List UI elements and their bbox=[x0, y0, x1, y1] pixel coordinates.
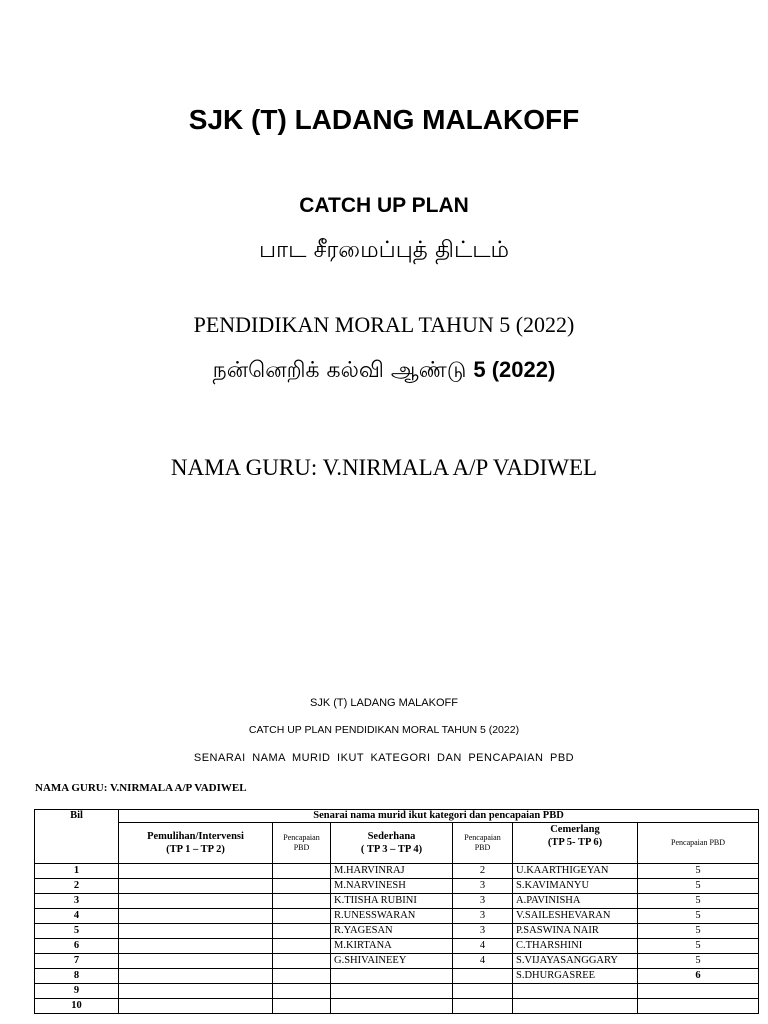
cell-sederhana-score bbox=[453, 984, 513, 999]
header-pemulihan bbox=[119, 823, 273, 864]
cell-bil: 4 bbox=[35, 909, 119, 924]
table-row bbox=[35, 969, 759, 984]
cell-bil: 6 bbox=[35, 939, 119, 954]
cell-sederhana-name: R.UNESSWARAN bbox=[331, 909, 453, 924]
cell-sederhana-score: 3 bbox=[453, 894, 513, 909]
header-pencapaian-2-line2: PBD bbox=[474, 843, 491, 852]
subject-tamil-text: நன்னெறிக் கல்வி ஆண்டு bbox=[212, 358, 467, 383]
header-pencapaian-1 bbox=[273, 823, 331, 864]
cell-sederhana-name: R.YAGESAN bbox=[331, 924, 453, 939]
cell-sederhana-score bbox=[453, 969, 513, 984]
cell-sederhana-name: M.NARVINESH bbox=[331, 879, 453, 894]
cell-sederhana-name bbox=[331, 999, 453, 1014]
cell-cemerlang-score: 5 bbox=[638, 924, 759, 939]
section-list-title: SENARAI NAMA MURID IKUT KATEGORI DAN PENCAPAIAN PBD bbox=[193, 752, 575, 764]
cell-sederhana-name bbox=[331, 984, 453, 999]
cell-pemulihan-name bbox=[119, 909, 273, 924]
cell-cemerlang-name: C.THARSHINI bbox=[513, 939, 638, 954]
table-row bbox=[35, 984, 759, 999]
cell-bil: 3 bbox=[35, 894, 119, 909]
cell-sederhana-name bbox=[331, 969, 453, 984]
cell-pemulihan-score bbox=[273, 879, 331, 894]
cell-sederhana-score: 3 bbox=[453, 879, 513, 894]
cell-sederhana-score: 2 bbox=[453, 864, 513, 879]
plan-title: CATCH UP PLAN bbox=[299, 194, 469, 217]
cell-cemerlang-score bbox=[638, 984, 759, 999]
cell-pemulihan-name bbox=[119, 954, 273, 969]
header-sederhana bbox=[331, 823, 453, 864]
cell-pemulihan-score bbox=[273, 969, 331, 984]
subject-title-tamil bbox=[0, 357, 768, 386]
cell-pemulihan-score bbox=[273, 954, 331, 969]
cell-sederhana-name: M.KIRTANA bbox=[331, 939, 453, 954]
cell-cemerlang-score: 5 bbox=[638, 864, 759, 879]
header-pencapaian-2 bbox=[453, 823, 513, 864]
subject-tamil-year: 5 (2022) bbox=[473, 357, 556, 382]
cell-cemerlang-name: S.VIJAYASANGGARY bbox=[513, 954, 638, 969]
cell-bil: 10 bbox=[35, 999, 119, 1014]
cell-cemerlang-name bbox=[513, 999, 638, 1014]
header-pencapaian-2-line1: Pencapaian bbox=[464, 833, 501, 842]
plan-title-tamil: பாட சீரமைப்புத் திட்டம் bbox=[258, 237, 510, 263]
cell-pemulihan-name bbox=[119, 894, 273, 909]
cell-pemulihan-name bbox=[119, 984, 273, 999]
cell-cemerlang-score: 5 bbox=[638, 909, 759, 924]
table-row bbox=[35, 909, 759, 924]
cell-sederhana-score: 4 bbox=[453, 954, 513, 969]
header-pemulihan-label: Pemulihan/Intervensi bbox=[147, 831, 244, 842]
table-row bbox=[35, 864, 759, 879]
cell-cemerlang-name: V.SAILESHEVARAN bbox=[513, 909, 638, 924]
cell-cemerlang-score: 5 bbox=[638, 894, 759, 909]
table-row bbox=[35, 924, 759, 939]
cell-pemulihan-score bbox=[273, 909, 331, 924]
header-sederhana-range: ( TP 3 – TP 4) bbox=[360, 844, 423, 855]
header-pencapaian-1-line1: Pencapaian bbox=[283, 833, 320, 842]
header-cemerlang-range: (TP 5- TP 6) bbox=[547, 837, 603, 848]
header-pencapaian-3: Pencapaian PBD bbox=[638, 823, 759, 864]
cell-pemulihan-name bbox=[119, 864, 273, 879]
cell-cemerlang-name: A.PAVINISHA bbox=[513, 894, 638, 909]
header-cemerlang-label: Cemerlang bbox=[550, 824, 600, 835]
cell-bil: 9 bbox=[35, 984, 119, 999]
header-bil: Bil bbox=[35, 810, 119, 864]
table-row bbox=[35, 894, 759, 909]
cell-cemerlang-score: 5 bbox=[638, 879, 759, 894]
cell-sederhana-name: M.HARVINRAJ bbox=[331, 864, 453, 879]
cell-sederhana-score bbox=[453, 999, 513, 1014]
header-sederhana-label: Sederhana bbox=[367, 831, 416, 842]
cell-sederhana-name: K.TIISHA RUBINI bbox=[331, 894, 453, 909]
section-teacher-name: NAMA GURU: V.NIRMALA A/P VADIWEL bbox=[35, 782, 247, 794]
cell-pemulihan-name bbox=[119, 924, 273, 939]
section-plan-title: CATCH UP PLAN PENDIDIKAN MORAL TAHUN 5 (2022) bbox=[248, 724, 520, 736]
cell-pemulihan-name bbox=[119, 939, 273, 954]
header-group: Senarai nama murid ikut kategori dan pencapaian PBD bbox=[119, 810, 759, 823]
cell-bil: 8 bbox=[35, 969, 119, 984]
cell-cemerlang-name: S.KAVIMANYU bbox=[513, 879, 638, 894]
cell-pemulihan-score bbox=[273, 939, 331, 954]
teacher-name: NAMA GURU: V.NIRMALA A/P VADIWEL bbox=[170, 455, 598, 480]
cell-cemerlang-score: 5 bbox=[638, 939, 759, 954]
cell-sederhana-name: G.SHIVAINEEY bbox=[331, 954, 453, 969]
cell-sederhana-score: 3 bbox=[453, 909, 513, 924]
cell-cemerlang-score: 6 bbox=[638, 969, 759, 984]
table-row bbox=[35, 999, 759, 1014]
subject-title: PENDIDIKAN MORAL TAHUN 5 (2022) bbox=[193, 312, 575, 337]
cell-bil: 7 bbox=[35, 954, 119, 969]
cell-bil: 1 bbox=[35, 864, 119, 879]
cell-cemerlang-score bbox=[638, 999, 759, 1014]
cell-pemulihan-score bbox=[273, 984, 331, 999]
pbd-student-table bbox=[34, 809, 759, 1014]
cell-cemerlang-name: P.SASWINA NAIR bbox=[513, 924, 638, 939]
cell-cemerlang-name: S.DHURGASREE bbox=[513, 969, 638, 984]
cell-sederhana-score: 3 bbox=[453, 924, 513, 939]
cell-bil: 5 bbox=[35, 924, 119, 939]
cell-pemulihan-name bbox=[119, 999, 273, 1014]
cell-pemulihan-score bbox=[273, 924, 331, 939]
cell-pemulihan-name bbox=[119, 879, 273, 894]
cell-pemulihan-name bbox=[119, 969, 273, 984]
cell-cemerlang-score: 5 bbox=[638, 954, 759, 969]
cell-sederhana-score: 4 bbox=[453, 939, 513, 954]
cell-pemulihan-score bbox=[273, 894, 331, 909]
cell-pemulihan-score bbox=[273, 999, 331, 1014]
cell-pemulihan-score bbox=[273, 864, 331, 879]
table-row bbox=[35, 939, 759, 954]
school-title: SJK (T) LADANG MALAKOFF bbox=[188, 104, 580, 135]
header-pencapaian-1-line2: PBD bbox=[293, 843, 310, 852]
header-cemerlang bbox=[513, 823, 638, 864]
cell-cemerlang-name: U.KAARTHIGEYAN bbox=[513, 864, 638, 879]
cell-cemerlang-name bbox=[513, 984, 638, 999]
table-row bbox=[35, 954, 759, 969]
header-pemulihan-range: (TP 1 – TP 2) bbox=[166, 844, 225, 855]
cell-bil: 2 bbox=[35, 879, 119, 894]
section-school-title: SJK (T) LADANG MALAKOFF bbox=[310, 697, 458, 709]
table-row bbox=[35, 879, 759, 894]
